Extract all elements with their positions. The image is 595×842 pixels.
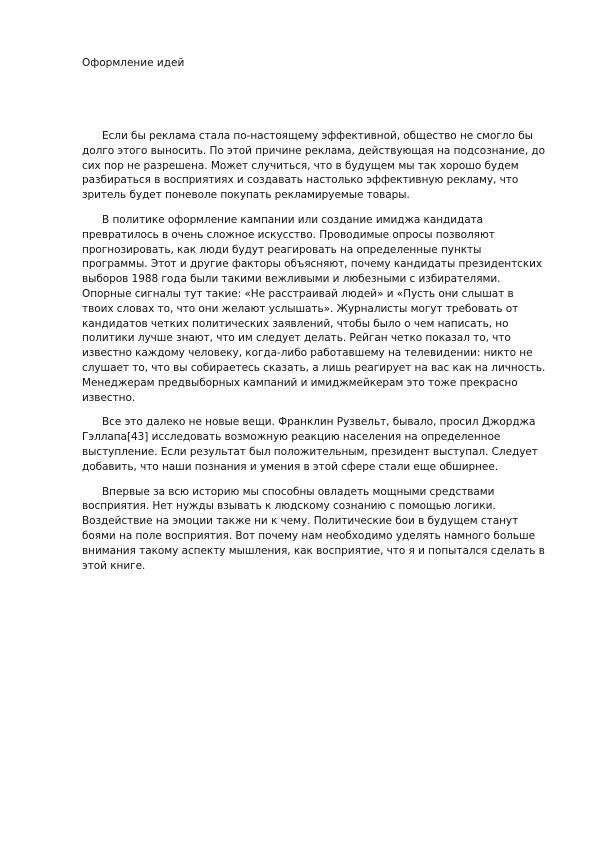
paragraph-3: Все это далеко не новые вещи. Франклин Рузвельт, бывало, просил Джорджа Гэллапа[43] исследовать возможную реакцию населения на определенное выступление. Если результат был положительным, президент выступал. Следует добавить, что наши познания и умения в этой сфере стали еще обширнее. — [82, 416, 538, 473]
document-body — [82, 129, 547, 583]
paragraph-4: Впервые за всю историю мы способны овладеть мощными средствами восприятия. Нет нужды взывать к людскому сознанию с помощью логики. Воздействие на эмоции также ни к чему. Политические бои в будущем станут боями на поле восприятия. Вот почему нам необходимо уделять намного больше внимания такому аспекту мышления, как восприятие, что я и попытался сделать в этой книге. — [82, 485, 545, 572]
paragraph-2: В политике оформление кампании или создание имиджа кандидата превратилось в очень сложное искусство. Проводимые опросы позволяют прогнозировать, как люди будут реагировать на определенные пункты программы. Этот и другие факторы объясняют, почему кандидаты президентских выборов 1988 года были такими вежливыми и любезными с избирателями. Опорные сигналы тут такие: «Не расстраивай людей» и «Пусть они слышат в твоих словах то, что они желают услышать». Журналисты могут требовать от кандидатов четких политических заявлений, чтобы было о чем написать, но политики лучше знают, что им следует делать. Рейган четко показал то, что известно каждому человеку, когда-либо работавшему на телевидении: никто не слушает то, что вы собираетесь сказать, а лишь реагирует на вас как на личность. Менеджерам предвыборных кампаний и имиджмейкерам это тоже прекрасно известно. — [82, 213, 546, 404]
paragraph-1: Если бы реклама стала по-настоящему эффективной, общество не смогло бы долго этого выносить. По этой причине реклама, действующая на подсознание, до сих пор не разрешена. Может случиться, что в будущем мы так хорошо будем разбираться в восприятиях и создавать настолько эффективную рекламу, что зритель будет поневоле покупать рекламируемые товары. — [82, 130, 545, 202]
document-title: Оформление идей — [82, 57, 185, 69]
